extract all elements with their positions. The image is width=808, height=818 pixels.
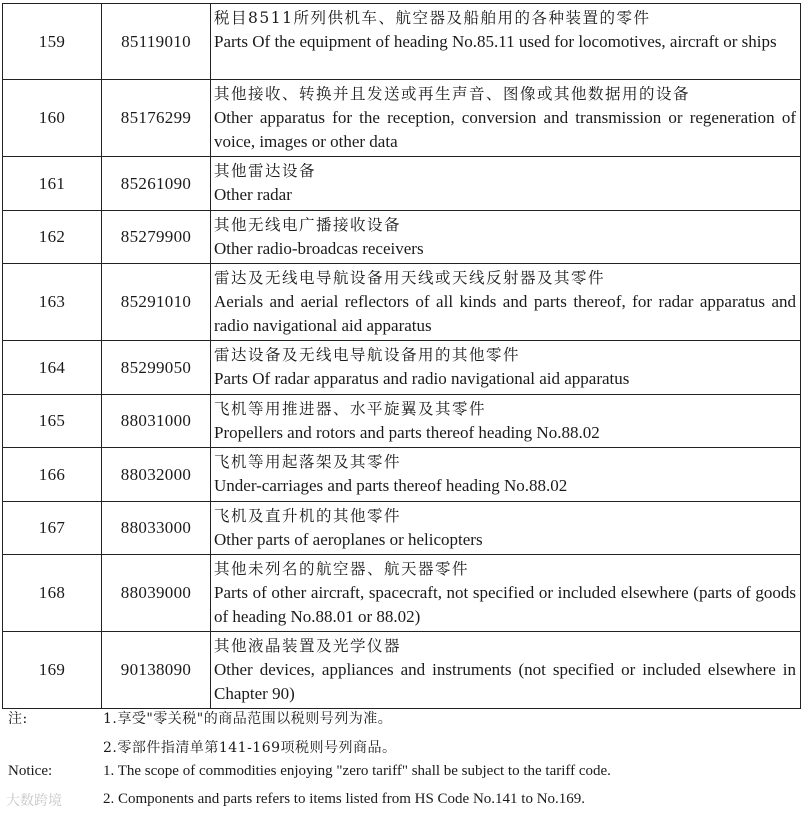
- row-number: 162: [3, 211, 102, 264]
- table-row: [3, 502, 801, 555]
- description-cell: [211, 264, 801, 341]
- description-cell: [211, 448, 801, 502]
- notes-en-text-2: 2. Components and parts refers to items listed from HS Code No.141 to No.169.: [103, 791, 586, 807]
- hs-code: 85176299: [102, 80, 211, 157]
- table-row: [3, 264, 801, 341]
- description-cell: [211, 211, 801, 264]
- row-number: 163: [3, 264, 102, 341]
- description-zh: 其他无线电广播接收设备: [214, 216, 402, 234]
- hs-code: 90138090: [102, 632, 211, 709]
- description-en: Other radar: [214, 185, 292, 204]
- description-en: Other radio-broadcas receivers: [214, 239, 424, 258]
- description-zh: 其他雷达设备: [214, 162, 317, 180]
- description-en: Parts of other aircraft, spacecraft, not specified or included elsewhere (parts of goods of heading No.88.01 or 88.02): [214, 583, 796, 626]
- hs-code: 85299050: [102, 341, 211, 395]
- row-number: 168: [3, 555, 102, 632]
- row-number: 160: [3, 80, 102, 157]
- notes-zh-text-1: 1.享受"零关税"的商品范围以税则号列为准。: [103, 711, 393, 727]
- description-zh: 其他未列名的航空器、航天器零件: [214, 560, 470, 578]
- hs-code: 85261090: [102, 157, 211, 211]
- hs-code: 88032000: [102, 448, 211, 502]
- hs-code: 85119010: [102, 4, 211, 80]
- description-en: Aerials and aerial reflectors of all kinds and parts thereof, for radar apparatus and radio navigational aid apparatus: [214, 292, 796, 335]
- description-cell: [211, 502, 801, 555]
- tariff-table: [2, 3, 801, 709]
- description-zh: 雷达及无线电导航设备用天线或天线反射器及其零件: [214, 269, 606, 287]
- description-cell: [211, 157, 801, 211]
- description-en: Other parts of aeroplanes or helicopters: [214, 530, 483, 549]
- hs-code: 88031000: [102, 395, 211, 448]
- description-zh: 雷达设备及无线电导航设备用的其他零件: [214, 346, 521, 364]
- description-zh: 其他液晶装置及光学仪器: [214, 637, 402, 655]
- note-en-1: [0, 761, 808, 785]
- description-zh: 飞机等用推进器、水平旋翼及其零件: [214, 400, 487, 418]
- hs-code: 85291010: [102, 264, 211, 341]
- row-number: 164: [3, 341, 102, 395]
- description-en: Under-carriages and parts thereof heading No.88.02: [214, 476, 568, 495]
- table-row: [3, 341, 801, 395]
- note-en-2: [0, 789, 808, 813]
- table-row: [3, 448, 801, 502]
- row-number: 167: [3, 502, 102, 555]
- note-zh-2: [0, 735, 808, 759]
- watermark: [6, 790, 62, 810]
- description-en: Parts Of radar apparatus and radio navigational aid apparatus: [214, 369, 630, 388]
- description-en: Other apparatus for the reception, conversion and transmission or regeneration of voice, images or other data: [214, 108, 796, 151]
- notes-zh-label: 注:: [8, 711, 28, 727]
- hs-code: 88039000: [102, 555, 211, 632]
- description-cell: [211, 632, 801, 709]
- description-zh: 飞机等用起落架及其零件: [214, 453, 402, 471]
- row-number: 159: [3, 4, 102, 80]
- description-cell: [211, 395, 801, 448]
- description-en: Other devices, appliances and instruments (not specified or included elsewhere in Chapter 90): [214, 660, 796, 703]
- description-zh: 飞机及直升机的其他零件: [214, 507, 402, 525]
- table-row: [3, 632, 801, 709]
- row-number: 169: [3, 632, 102, 709]
- row-number: 161: [3, 157, 102, 211]
- note-zh-1: [0, 706, 808, 730]
- table-row: [3, 4, 801, 80]
- description-cell: [211, 555, 801, 632]
- table-row: [3, 157, 801, 211]
- watermark-text: 大数跨境: [6, 793, 62, 809]
- description-zh: 其他接收、转换并且发送或再生声音、图像或其他数据用的设备: [214, 85, 691, 103]
- hs-code: 88033000: [102, 502, 211, 555]
- row-number: 165: [3, 395, 102, 448]
- table-row: [3, 555, 801, 632]
- hs-code: 85279900: [102, 211, 211, 264]
- description-cell: [211, 80, 801, 157]
- table-row: [3, 395, 801, 448]
- row-number: 166: [3, 448, 102, 502]
- table-row: [3, 80, 801, 157]
- table-row: [3, 211, 801, 264]
- description-cell: [211, 4, 801, 80]
- description-zh: 税目8511所列供机车、航空器及船舶用的各种装置的零件: [214, 9, 651, 27]
- notes-en-label: Notice:: [8, 763, 53, 779]
- notes-zh-text-2: 2.零部件指清单第141-169项税则号列商品。: [103, 740, 397, 756]
- description-en: Parts Of the equipment of heading No.85.11 used for locomotives, aircraft or ships: [214, 32, 777, 51]
- notes-en-text-1: 1. The scope of commodities enjoying "zero tariff" shall be subject to the tariff code.: [103, 763, 611, 779]
- description-cell: [211, 341, 801, 395]
- description-en: Propellers and rotors and parts thereof heading No.88.02: [214, 423, 600, 442]
